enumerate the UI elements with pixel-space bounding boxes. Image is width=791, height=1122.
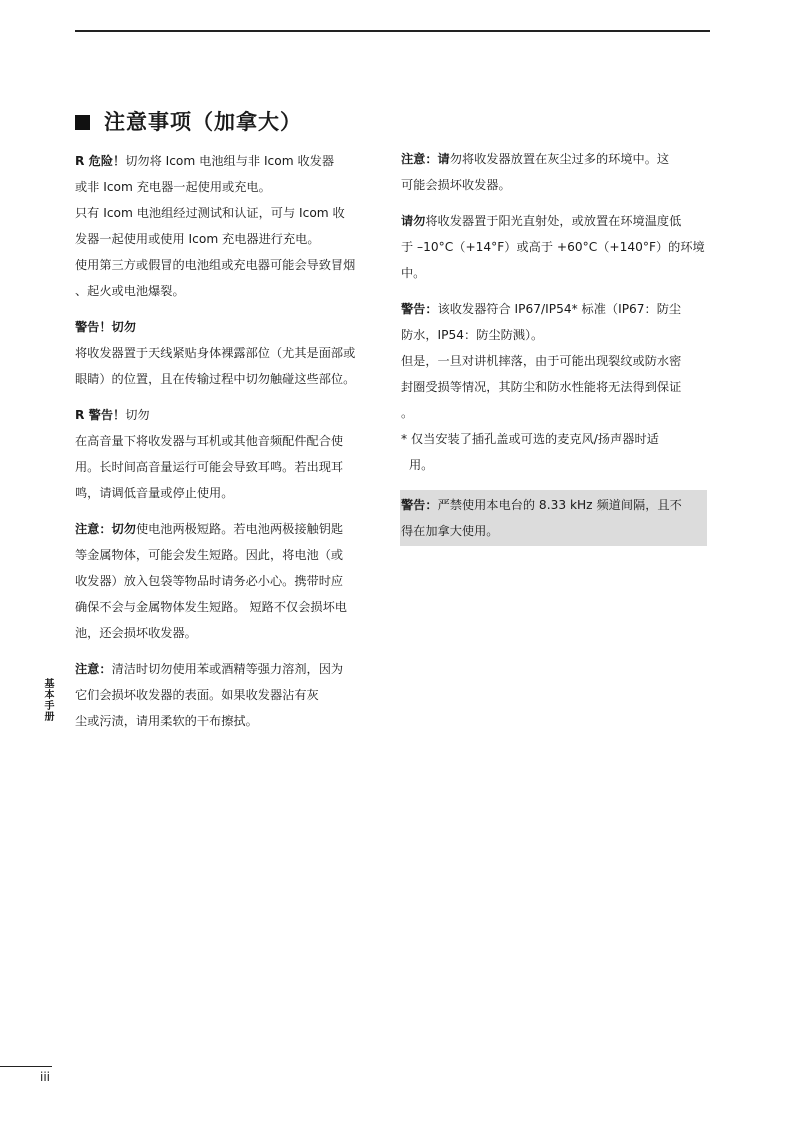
text-line	[401, 374, 711, 400]
notice-label: 警告：	[401, 302, 438, 316]
text-line	[401, 260, 711, 286]
line-text: 但是，一旦对讲机摔落，由于可能出现裂纹或防水密	[401, 354, 682, 368]
text-line	[401, 208, 711, 234]
text-line	[401, 296, 711, 322]
paragraph-gap	[401, 478, 711, 488]
line-text: 鸣，请调低音量或停止使用。	[75, 486, 234, 500]
line-text: 确保不会与金属物体发生短路。 短路不仅会损坏电	[75, 600, 347, 614]
line-text: 使用第三方或假冒的电池组或充电器可能会导致冒烟	[75, 258, 356, 272]
notice-label: 请勿	[401, 214, 426, 228]
text-line	[401, 426, 711, 452]
notice-label: R 危险！	[75, 154, 126, 168]
line-text: 得在加拿大使用。	[401, 524, 499, 538]
line-text: 可能会损坏收发器。	[401, 178, 511, 192]
paragraph-gap	[401, 198, 711, 208]
text-line	[401, 322, 711, 348]
paragraph-gap	[401, 286, 711, 296]
notice-label: 注意：	[75, 662, 112, 676]
top-rule	[75, 30, 710, 32]
right-column	[401, 146, 711, 546]
paragraph-gap	[75, 304, 385, 314]
text-line	[75, 226, 385, 252]
side-label: 基本手册	[42, 678, 53, 722]
line-text: 尘或污渍，请用柔软的干布擦拭。	[75, 714, 258, 728]
text-line	[75, 542, 385, 568]
text-line	[75, 366, 385, 392]
left-column	[75, 148, 385, 734]
text-line	[75, 200, 385, 226]
text-line	[401, 452, 711, 478]
line-text: 。	[401, 406, 414, 420]
line-text: 或非 Icom 充电器一起使用或充电。	[75, 180, 271, 194]
line-text: 在高音量下将收发器与耳机或其他音频配件配合使	[75, 434, 344, 448]
line-text: 封圈受损等情况，其防尘和防水性能将无法得到保证	[401, 380, 682, 394]
line-text: 等金属物体，可能会发生短路。因此，将电池（或	[75, 548, 344, 562]
text-line	[75, 656, 385, 682]
warning-box	[400, 490, 707, 546]
text-line	[75, 620, 385, 646]
text-line	[75, 174, 385, 200]
text-line	[75, 568, 385, 594]
page-rule	[0, 1066, 52, 1067]
line-text: 勿将收发器放置在灰尘过多的环境中。这	[449, 152, 670, 166]
line-text: 它们会损坏收发器的表面。如果收发器沾有灰	[75, 688, 319, 702]
text-line	[401, 172, 711, 198]
line-text: 只有 Icom 电池组经过测试和认证，可与 Icom 收	[75, 206, 345, 220]
line-text: 使电池两极短路。若电池两极接触钥匙	[135, 522, 344, 536]
line-text: 、起火或电池爆裂。	[75, 284, 185, 298]
text-line	[75, 252, 385, 278]
line-text: 眼睛）的位置，且在传输过程中切勿触碰这些部位。	[75, 372, 356, 386]
notice-label: 警告：	[401, 498, 438, 512]
notice-label: 注意：切勿	[75, 522, 136, 536]
paragraph-gap	[75, 646, 385, 656]
text-line	[75, 708, 385, 734]
text-line	[75, 682, 385, 708]
line-text: 将收发器置于阳光直射处，或放置在环境温度低	[425, 214, 682, 228]
text-line	[401, 348, 711, 374]
line-text: 防水，IP54：防尘防溅）。	[401, 328, 544, 342]
text-line	[401, 146, 711, 172]
notice-label: R 警告！	[75, 408, 126, 422]
section-heading	[75, 106, 302, 136]
text-line	[401, 400, 711, 426]
line-text: 于 –10°C（+14°F）或高于 +60°C（+140°F）的环境	[401, 240, 705, 254]
text-line	[75, 516, 385, 542]
text-line	[75, 148, 385, 174]
line-text: 该收发器符合 IP67/IP54* 标准（IP67：防尘	[437, 302, 682, 316]
text-line	[75, 402, 385, 428]
text-line	[75, 428, 385, 454]
text-line	[401, 492, 701, 518]
heading-text: 注意事项（加拿大）	[104, 110, 302, 134]
line-text: 清洁时切勿使用苯或酒精等强力溶剂，因为	[111, 662, 344, 676]
line-text: 将收发器置于天线紧贴身体裸露部位（尤其是面部或	[75, 346, 356, 360]
line-text: 切勿将 Icom 电池组与非 Icom 收发器	[125, 154, 335, 168]
line-text: 严禁使用本电台的 8.33 kHz 频道间隔，且不	[437, 498, 682, 512]
paragraph-gap	[75, 506, 385, 516]
text-line	[401, 518, 701, 544]
line-text: 中。	[401, 266, 426, 280]
text-line	[75, 594, 385, 620]
text-line	[75, 454, 385, 480]
paragraph-gap	[75, 392, 385, 402]
line-text: 用。	[409, 458, 434, 472]
text-line	[75, 314, 385, 340]
line-text: * 仅当安装了插孔盖或可选的麦克风/扬声器时适	[401, 432, 659, 446]
page-number: iii	[40, 1070, 51, 1084]
text-line	[75, 340, 385, 366]
notice-label: 注意：请	[401, 152, 450, 166]
line-text: 池，还会损坏收发器。	[75, 626, 197, 640]
text-line	[75, 278, 385, 304]
line-text: 用。长时间高音量运行可能会导致耳鸣。若出现耳	[75, 460, 344, 474]
text-line	[75, 480, 385, 506]
notice-label: 警告！切勿	[75, 320, 136, 334]
square-bullet-icon	[75, 115, 90, 130]
line-text: 切勿	[125, 408, 150, 422]
text-line	[401, 234, 711, 260]
line-text: 收发器）放入包袋等物品时请务必小心。携带时应	[75, 574, 344, 588]
line-text: 发器一起使用或使用 Icom 充电器进行充电。	[75, 232, 320, 246]
